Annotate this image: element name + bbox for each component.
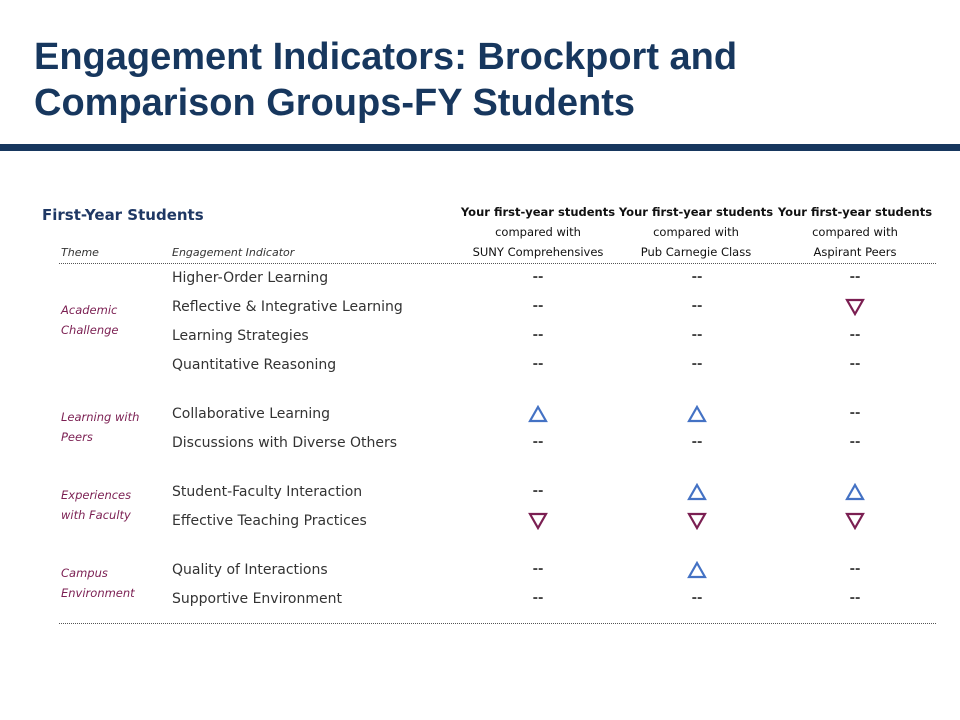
no-difference-mark-suny: -- (532, 435, 544, 450)
no-difference-mark-carnegie: -- (691, 299, 703, 314)
engagement-indicator-label: Supportive Environment (172, 591, 342, 607)
triangle-up-icon (677, 403, 717, 425)
triangle-down-icon (835, 510, 875, 532)
column-header-line: Your first-year students (777, 205, 933, 219)
theme-label-line: Learning with (61, 410, 140, 424)
table-row (40, 481, 940, 503)
no-difference-mark-suny: -- (532, 299, 544, 314)
column-header-line: Pub Carnegie Class (640, 245, 752, 259)
engagement-indicator-label: Quantitative Reasoning (172, 357, 337, 373)
engagement-indicator-label: Discussions with Diverse Others (172, 435, 398, 451)
table-row (40, 354, 940, 376)
table-row (40, 432, 940, 454)
engagement-indicator-label: Learning Strategies (172, 328, 309, 344)
page-title: Engagement Indicators: Brockport and Comparison Groups-FY Students (34, 36, 738, 124)
column-header-line: Your first-year students (618, 205, 774, 219)
no-difference-mark-suny: -- (532, 484, 544, 499)
triangle-up-icon (677, 559, 717, 581)
table-row (40, 296, 940, 318)
column-header-line: Your first-year students (460, 205, 616, 219)
table-row (40, 267, 940, 289)
table-row (40, 510, 940, 532)
theme-label-line: Environment (61, 586, 135, 600)
table-row (40, 559, 940, 581)
indicator-column-header: Engagement Indicator (172, 246, 295, 259)
no-difference-mark-carnegie: -- (691, 357, 703, 372)
column-header-carnegie (616, 202, 776, 262)
no-difference-mark-suny: -- (532, 328, 544, 343)
theme-label-line: Peers (61, 430, 93, 444)
column-header-line: compared with (812, 225, 898, 239)
triangle-up-icon (677, 481, 717, 503)
engagement-indicator-label: Collaborative Learning (172, 406, 330, 422)
table-row (40, 403, 940, 425)
engagement-indicator-label: Student-Faculty Interaction (172, 484, 363, 500)
column-header-line: compared with (653, 225, 739, 239)
column-header-line: SUNY Comprehensives (472, 245, 604, 259)
triangle-down-icon (677, 510, 717, 532)
column-header-line: Aspirant Peers (813, 245, 897, 259)
column-header-line: compared with (495, 225, 581, 239)
engagement-indicator-label: Effective Teaching Practices (172, 513, 367, 529)
theme-label-line: Campus (61, 566, 108, 580)
theme-label-line: Challenge (61, 323, 119, 337)
no-difference-mark-suny: -- (532, 591, 544, 606)
no-difference-mark-aspirant: -- (849, 406, 861, 421)
triangle-down-icon (518, 510, 558, 532)
no-difference-mark-suny: -- (532, 270, 544, 285)
no-difference-mark-carnegie: -- (691, 270, 703, 285)
no-difference-mark-aspirant: -- (849, 591, 861, 606)
engagement-indicator-label: Quality of Interactions (172, 562, 328, 578)
no-difference-mark-aspirant: -- (849, 328, 861, 343)
no-difference-mark-aspirant: -- (849, 270, 861, 285)
engagement-indicator-label: Higher-Order Learning (172, 270, 329, 286)
no-difference-mark-aspirant: -- (849, 357, 861, 372)
theme-label-line: with Faculty (61, 508, 131, 522)
no-difference-mark-carnegie: -- (691, 591, 703, 606)
column-header-aspirant (775, 202, 935, 262)
no-difference-mark-carnegie: -- (691, 435, 703, 450)
no-difference-mark-suny: -- (532, 562, 544, 577)
no-difference-mark-suny: -- (532, 357, 544, 372)
table-bottom-divider (59, 623, 936, 624)
table-row (40, 588, 940, 610)
engagement-indicator-label: Reflective & Integrative Learning (172, 299, 403, 315)
table-heading: First-Year Students (42, 206, 204, 224)
table-row (40, 325, 940, 347)
theme-label-line: Experiences (61, 488, 132, 502)
title-underline-bar (0, 144, 960, 151)
no-difference-mark-aspirant: -- (849, 562, 861, 577)
triangle-up-icon (835, 481, 875, 503)
triangle-up-icon (518, 403, 558, 425)
theme-label-line: Academic (61, 303, 118, 317)
no-difference-mark-aspirant: -- (849, 435, 861, 450)
header-divider (59, 263, 936, 264)
engagement-table (40, 198, 940, 628)
triangle-down-icon (835, 296, 875, 318)
no-difference-mark-carnegie: -- (691, 328, 703, 343)
theme-column-header: Theme (61, 246, 99, 259)
column-header-suny (458, 202, 618, 262)
